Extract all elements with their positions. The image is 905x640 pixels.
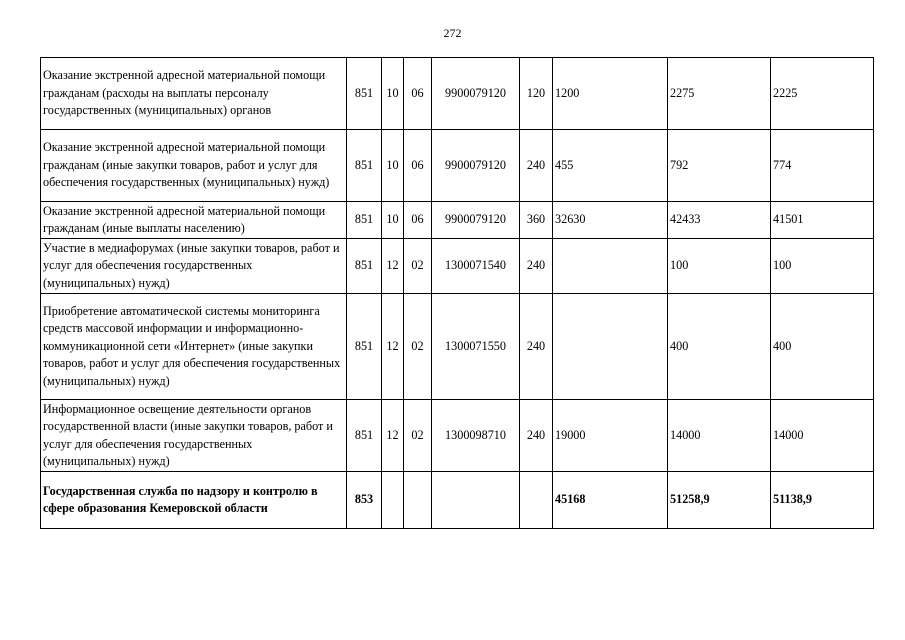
subsection-code: 02 [404,294,432,400]
budget-table [40,57,874,529]
amount-year-3: 51138,9 [771,472,874,529]
page-number: 272 [443,26,462,40]
expense-type-code: 240 [520,294,553,400]
amount-year-1: 32630 [553,202,668,239]
row-description: Информационное освещение деятельности органов государственной власти (иные закупки товаров, работ и услуг для обеспечения государственных (муниципальных) нужд) [41,400,347,472]
amount-year-3: 400 [771,294,874,400]
section-code: 10 [382,58,404,130]
amount-year-1 [553,239,668,294]
target-article-code: 1300098710 [432,400,520,472]
target-article-code: 1300071540 [432,239,520,294]
department-code: 851 [347,239,382,294]
expense-type-code: 240 [520,400,553,472]
row-description: Государственная служба по надзору и контролю в сфере образования Кемеровской области [41,472,347,529]
department-code: 851 [347,202,382,239]
amount-year-2: 42433 [668,202,771,239]
section-code: 12 [382,294,404,400]
amount-year-2: 100 [668,239,771,294]
subsection-code: 06 [404,58,432,130]
expense-type-code: 240 [520,239,553,294]
table-row [41,202,874,239]
expense-type-code: 360 [520,202,553,239]
row-description: Участие в медиафорумах (иные закупки товаров, работ и услуг для обеспечения государственных (муниципальных) нужд) [41,239,347,294]
amount-year-1 [553,294,668,400]
row-description: Оказание экстренной адресной материальной помощи гражданам (иные выплаты населению) [41,202,347,239]
subsection-code: 06 [404,202,432,239]
department-code: 851 [347,400,382,472]
department-code: 851 [347,58,382,130]
amount-year-1: 19000 [553,400,668,472]
section-code: 12 [382,400,404,472]
section-code: 10 [382,202,404,239]
table-row [41,130,874,202]
amount-year-1: 1200 [553,58,668,130]
amount-year-3: 41501 [771,202,874,239]
section-code [382,472,404,529]
expense-type-code: 120 [520,58,553,130]
amount-year-1: 45168 [553,472,668,529]
table-row [41,58,874,130]
amount-year-3: 2225 [771,58,874,130]
amount-year-3: 100 [771,239,874,294]
amount-year-1: 455 [553,130,668,202]
department-code: 853 [347,472,382,529]
target-article-code: 1300071550 [432,294,520,400]
row-description: Оказание экстренной адресной материальной помощи гражданам (иные закупки товаров, работ и услуг для обеспечения государственных (муниципальных) нужд) [41,130,347,202]
amount-year-2: 51258,9 [668,472,771,529]
amount-year-3: 774 [771,130,874,202]
table-row [41,400,874,472]
target-article-code: 9900079120 [432,130,520,202]
expense-type-code [520,472,553,529]
amount-year-2: 14000 [668,400,771,472]
table-row-total [41,472,874,529]
expense-type-code: 240 [520,130,553,202]
amount-year-2: 2275 [668,58,771,130]
section-code: 10 [382,130,404,202]
subsection-code: 02 [404,400,432,472]
target-article-code: 9900079120 [432,58,520,130]
section-code: 12 [382,239,404,294]
subsection-code: 06 [404,130,432,202]
department-code: 851 [347,130,382,202]
row-description: Оказание экстренной адресной материальной помощи гражданам (расходы на выплаты персоналу государственных (муниципальных) органов [41,58,347,130]
amount-year-2: 400 [668,294,771,400]
subsection-code [404,472,432,529]
table-row [41,294,874,400]
amount-year-2: 792 [668,130,771,202]
department-code: 851 [347,294,382,400]
subsection-code: 02 [404,239,432,294]
target-article-code [432,472,520,529]
target-article-code: 9900079120 [432,202,520,239]
amount-year-3: 14000 [771,400,874,472]
table-row [41,239,874,294]
row-description: Приобретение автоматической системы мониторинга средств массовой информации и информационно-коммуникационной сети «Интернет» (иные закупки товаров, работ и услуг для обеспечения государственных (муниципальных) нужд) [41,294,347,400]
